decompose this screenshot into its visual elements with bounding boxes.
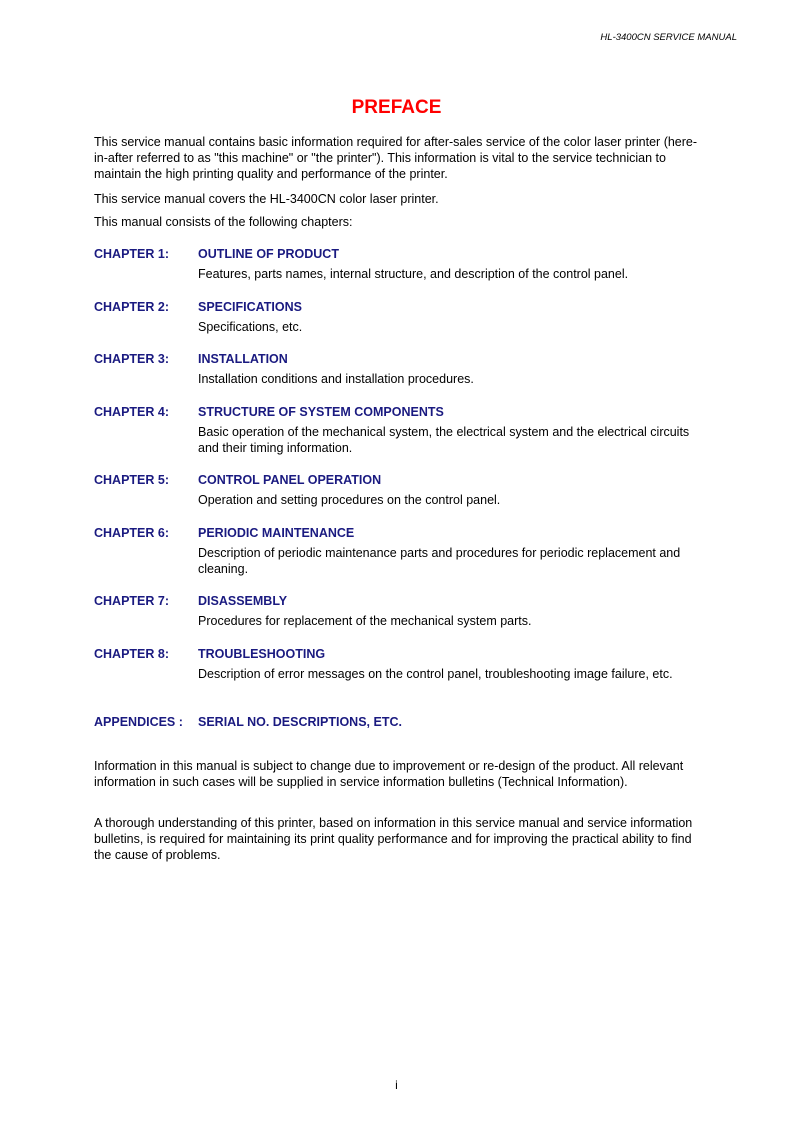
page-title: PREFACE: [351, 97, 442, 118]
chapter-label: CHAPTER 8:: [94, 647, 170, 661]
chapter-label: CHAPTER 6:: [94, 526, 170, 540]
chapter-description: Procedures for replacement of the mechanical system parts.: [198, 614, 532, 628]
intro-paragraph: This service manual contains basic information required for after-sales service of the color laser printer (here-in-after referred to as "this machine" or "the printer"). This information is vital to the service technician to maintain the high printing quality and performance of the printer.: [94, 135, 698, 181]
page-number: i: [395, 1078, 398, 1092]
running-header: HL-3400CN SERVICE MANUAL: [600, 32, 737, 43]
chapter-title: DISASSEMBLY: [198, 594, 288, 608]
chapter-title: CONTROL PANEL OPERATION: [198, 473, 382, 487]
chapter-label: CHAPTER 5:: [94, 473, 170, 487]
chapter-label: CHAPTER 3:: [94, 352, 170, 366]
chapter-description: Operation and setting procedures on the control panel.: [198, 493, 501, 507]
chapter-title: INSTALLATION: [198, 352, 288, 366]
intro-paragraph: This manual consists of the following chapters:: [94, 215, 353, 229]
chapter-description: Features, parts names, internal structure, and description of the control panel.: [198, 267, 629, 281]
chapter-description: Specifications, etc.: [198, 320, 303, 334]
chapter-label: CHAPTER 1:: [94, 247, 170, 261]
appendices-title: SERIAL NO. DESCRIPTIONS, ETC.: [198, 715, 402, 729]
closing-paragraph: A thorough understanding of this printer, based on information in this service manual and service information bulletins, is required for maintaining its print quality performance and for improving the practical ability to find the cause of problems.: [94, 816, 693, 862]
appendices-label: APPENDICES :: [94, 715, 183, 729]
chapter-label: CHAPTER 4:: [94, 405, 170, 419]
chapter-label: CHAPTER 7:: [94, 594, 170, 608]
chapter-label: CHAPTER 2:: [94, 300, 170, 314]
closing-paragraph: Information in this manual is subject to change due to improvement or re-design of the product. All relevant information in such cases will be supplied in service information bulletins (Technical Information).: [94, 759, 684, 789]
chapter-title: OUTLINE OF PRODUCT: [198, 247, 339, 261]
chapter-description: Description of periodic maintenance parts and procedures for periodic replacement and cleaning.: [198, 546, 681, 576]
chapter-description: Description of error messages on the control panel, troubleshooting image failure, etc.: [198, 667, 673, 681]
chapter-title: PERIODIC MAINTENANCE: [198, 526, 355, 540]
chapter-description: Basic operation of the mechanical system, the electrical system and the electrical circuits and their timing information.: [198, 425, 690, 455]
chapter-title: STRUCTURE OF SYSTEM COMPONENTS: [198, 405, 444, 419]
chapter-description: Installation conditions and installation procedures.: [198, 372, 474, 386]
chapter-title: SPECIFICATIONS: [198, 300, 302, 314]
chapter-title: TROUBLESHOOTING: [198, 647, 326, 661]
intro-paragraph: This service manual covers the HL-3400CN color laser printer.: [94, 192, 439, 206]
